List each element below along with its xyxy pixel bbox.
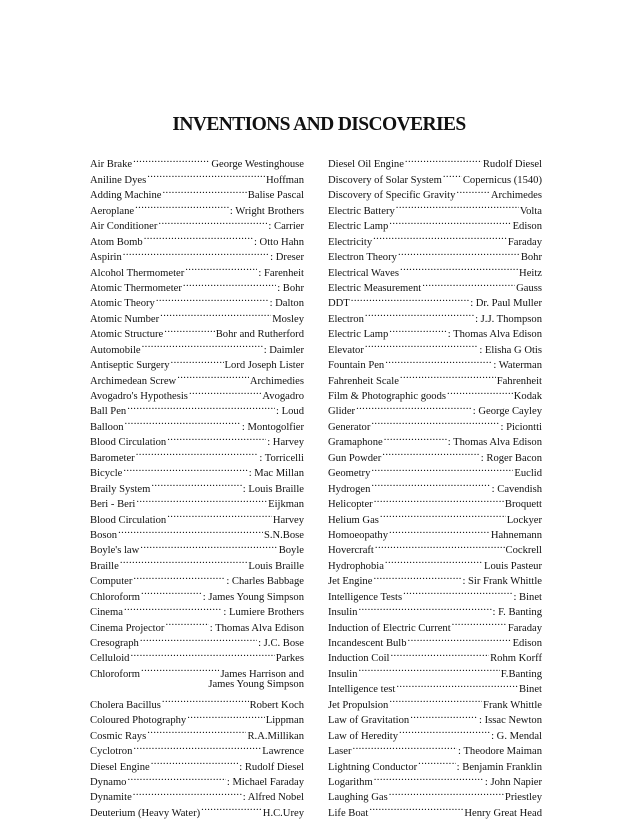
dot-leader bbox=[405, 152, 482, 167]
dot-leader bbox=[447, 384, 513, 399]
inventor-name: Lockyer bbox=[506, 514, 542, 526]
invention-name: Chloroform bbox=[90, 591, 141, 603]
inventor-name: Priestley bbox=[504, 792, 542, 804]
dot-leader bbox=[389, 322, 446, 337]
inventor-name: : Piciontti bbox=[500, 421, 542, 433]
inventor-name: : Elisha G Otis bbox=[479, 344, 542, 356]
invention-name: Avogadro's Hypothesis bbox=[90, 391, 188, 402]
dot-leader bbox=[374, 770, 484, 785]
invention-name: Coloured Photography bbox=[90, 715, 187, 727]
inventor-name: : Lumiere Brothers bbox=[223, 607, 304, 619]
invention-name: Diesel Oil Engine bbox=[328, 159, 404, 171]
invention-name: Alcohol Thermometer bbox=[90, 267, 185, 279]
inventor-name: : James Young Simpson bbox=[202, 591, 304, 603]
dot-leader bbox=[130, 646, 274, 661]
invention-name: Aspirin bbox=[90, 252, 122, 264]
dot-leader bbox=[160, 306, 271, 321]
inventor-name: Frank Whittle bbox=[483, 699, 542, 711]
invention-name: Boyle's law bbox=[90, 545, 140, 557]
dot-leader bbox=[133, 152, 210, 167]
invention-name: Hovercraft bbox=[328, 545, 374, 557]
dot-leader bbox=[123, 461, 247, 476]
dot-leader bbox=[365, 337, 478, 352]
inventor-name: : Thomas Alva Edison bbox=[447, 329, 542, 341]
dot-leader bbox=[358, 661, 499, 676]
dot-leader bbox=[167, 430, 266, 445]
inventor-name: S.N.Bose bbox=[263, 529, 304, 541]
dot-leader bbox=[456, 183, 489, 198]
invention-name: Homoeopathy bbox=[328, 529, 389, 541]
dot-leader bbox=[384, 430, 447, 445]
invention-name: Ball Pen bbox=[90, 406, 127, 418]
dot-leader bbox=[177, 368, 249, 383]
invention-name: Induction Coil bbox=[328, 653, 390, 665]
inventor-name: : Dr. Paul Muller bbox=[470, 298, 542, 310]
dot-leader bbox=[373, 569, 461, 584]
inventor-name: : Alfred Nobel bbox=[242, 792, 304, 804]
inventor-name: : Thomas Alva Edison bbox=[209, 622, 304, 634]
inventor-name: Fahrenheit bbox=[496, 375, 542, 387]
inventor-name: Rudolf Diesel bbox=[482, 159, 542, 171]
dot-leader bbox=[400, 368, 496, 383]
invention-name: Fahrenheit Scale bbox=[328, 375, 399, 387]
left-column bbox=[90, 152, 304, 819]
invention-name: Intelligence test bbox=[328, 684, 396, 696]
invention-name: Barometer bbox=[90, 452, 135, 464]
dot-leader bbox=[147, 723, 246, 738]
inventor-name: Parkes bbox=[275, 653, 304, 665]
invention-name: Atomic Number bbox=[90, 313, 160, 325]
inventor-name: : Issac Newton bbox=[479, 715, 542, 727]
invention-name: Elevator bbox=[328, 344, 364, 356]
inventor-name: : Roger Bacon bbox=[480, 452, 542, 464]
inventor-name: : Farenheit bbox=[258, 267, 304, 279]
invention-name: Blood Circulation bbox=[90, 514, 167, 526]
invention-name: Helium Gas bbox=[328, 514, 379, 526]
inventor-name: Volta bbox=[519, 205, 542, 217]
invention-name: Beri - Beri bbox=[90, 499, 136, 511]
inventor-name: Lord Joseph Lister bbox=[224, 360, 304, 372]
dot-leader bbox=[147, 167, 265, 182]
inventor-name: Mosley bbox=[272, 313, 304, 325]
inventor-name: : Thomas Alva Edison bbox=[447, 437, 542, 449]
invention-name: Braille bbox=[90, 560, 119, 572]
inventor-name: H.C.Urey bbox=[262, 807, 304, 819]
dot-leader bbox=[369, 800, 463, 815]
invention-name: Atom Bomb bbox=[90, 236, 143, 248]
inventor-name: : Daimler bbox=[263, 344, 304, 356]
inventor-name: Euclid bbox=[514, 468, 542, 480]
dot-leader bbox=[201, 800, 262, 815]
dot-leader bbox=[142, 337, 263, 352]
inventor-name: : Cavendish bbox=[491, 483, 542, 495]
inventor-name: : J.J. Thompson bbox=[475, 313, 542, 325]
invention-name: Cinema bbox=[90, 607, 123, 619]
inventor-name: Louis Pasteur bbox=[484, 560, 542, 572]
invention-name: Balloon bbox=[90, 421, 124, 433]
dot-leader bbox=[396, 677, 518, 692]
dot-leader bbox=[124, 600, 222, 615]
dot-leader bbox=[375, 538, 505, 553]
invention-name: Lightning Conductor bbox=[328, 761, 418, 773]
invention-name: Atomic Theory bbox=[90, 298, 155, 310]
inventor-name: : Dalton bbox=[269, 298, 304, 310]
dot-leader bbox=[133, 569, 225, 584]
dot-leader bbox=[141, 584, 202, 599]
invention-name: Jet Engine bbox=[328, 576, 373, 588]
dot-leader bbox=[136, 445, 259, 460]
dot-leader bbox=[133, 785, 242, 800]
invention-name: Insulin bbox=[328, 607, 358, 619]
inventor-name: : G. Mendal bbox=[491, 730, 542, 742]
invention-name: Aniline Dyes bbox=[90, 174, 147, 186]
invention-name: Helicopter bbox=[328, 499, 373, 511]
inventor-name: : Charles Babbage bbox=[226, 576, 304, 588]
invention-name: Chloroform bbox=[90, 668, 141, 680]
inventor-name: Bohr and Rutherford bbox=[215, 329, 304, 341]
list-item bbox=[90, 692, 304, 711]
inventor-name: Robert Koch bbox=[249, 699, 304, 711]
dot-leader bbox=[351, 291, 469, 306]
list-item bbox=[328, 600, 542, 619]
invention-name: Electric Lamp bbox=[328, 329, 389, 341]
dot-leader bbox=[408, 631, 512, 646]
inventor-name: Boyle bbox=[278, 545, 304, 557]
inventor-name: : John Napier bbox=[484, 776, 542, 788]
invention-name: Air Conditioner bbox=[90, 221, 158, 233]
dot-leader bbox=[156, 291, 269, 306]
inventor-name: James Young Simpson bbox=[208, 678, 304, 690]
dot-leader bbox=[120, 553, 248, 568]
invention-name: DDT bbox=[328, 298, 350, 310]
invention-name: Electric Measurement bbox=[328, 282, 422, 294]
inventor-name: Faraday bbox=[507, 622, 542, 634]
inventor-name: Avogadro bbox=[262, 391, 304, 402]
dot-leader bbox=[353, 739, 458, 754]
inventor-name: : Binet bbox=[513, 591, 542, 603]
invention-name: Atomic Structure bbox=[90, 329, 164, 341]
dot-leader bbox=[389, 523, 490, 538]
dot-leader bbox=[391, 646, 490, 661]
dot-leader bbox=[422, 276, 515, 291]
invention-name: Gun Powder bbox=[328, 452, 382, 464]
inventor-name: Faraday bbox=[507, 236, 542, 248]
dot-leader bbox=[185, 260, 257, 275]
invention-name: Glider bbox=[328, 406, 356, 418]
inventor-name: : Montogolfier bbox=[241, 421, 304, 433]
dot-leader bbox=[418, 754, 455, 769]
invention-name: Discovery of Specific Gravity bbox=[328, 190, 456, 202]
inventor-name: Bohr bbox=[520, 252, 542, 264]
dot-leader bbox=[187, 708, 265, 723]
list-item bbox=[90, 152, 304, 171]
invention-name: Laser bbox=[328, 746, 352, 758]
dot-leader bbox=[403, 584, 512, 599]
invention-name: Discovery of Solar System bbox=[328, 174, 442, 186]
invention-name: Antiseptic Surgery bbox=[90, 360, 170, 372]
invention-name: Dynamo bbox=[90, 776, 127, 788]
invention-name: Dynamite bbox=[90, 792, 132, 804]
dot-leader bbox=[127, 770, 225, 785]
inventor-name: : Loud bbox=[276, 406, 304, 418]
dot-leader bbox=[123, 245, 269, 260]
inventor-name: : Theodore Maiman bbox=[458, 746, 542, 758]
invention-name: Celluloid bbox=[90, 653, 130, 665]
invention-name: Bicycle bbox=[90, 468, 123, 480]
invention-name: Incandescent Bulb bbox=[328, 638, 407, 649]
invention-name: Archimedean Screw bbox=[90, 375, 177, 387]
inventor-name: Harvey bbox=[272, 514, 304, 526]
dot-leader bbox=[389, 785, 504, 800]
invention-name: Law of Gravitation bbox=[328, 715, 410, 727]
dot-leader bbox=[163, 183, 247, 198]
inventor-name: : Louis Braille bbox=[242, 483, 304, 495]
dot-leader bbox=[165, 615, 208, 630]
invention-name: Boson bbox=[90, 529, 118, 541]
inventor-name: : Carrier bbox=[268, 221, 304, 233]
dot-leader bbox=[371, 461, 513, 476]
invention-name: Hydrophobia bbox=[328, 560, 384, 572]
dot-leader bbox=[118, 523, 263, 538]
dot-leader bbox=[356, 399, 472, 414]
dot-leader bbox=[183, 276, 276, 291]
inventor-name: Gauss bbox=[516, 282, 542, 294]
invention-name: Aeroplane bbox=[90, 205, 135, 217]
invention-name: Hydrogen bbox=[328, 483, 371, 495]
dot-leader bbox=[358, 600, 491, 615]
invention-name: Computer bbox=[90, 576, 133, 588]
invention-name: Braily System bbox=[90, 483, 151, 495]
dot-leader bbox=[125, 414, 241, 429]
invention-name: Geometry bbox=[328, 468, 371, 480]
inventor-name: : Rudolf Diesel bbox=[239, 761, 304, 773]
inventor-name: Balise Pascal bbox=[247, 190, 304, 202]
invention-name: Laughing Gas bbox=[328, 792, 388, 804]
dot-leader bbox=[189, 384, 261, 399]
invention-name: Intelligence Tests bbox=[328, 591, 403, 603]
invention-name: Electric Lamp bbox=[328, 221, 389, 233]
dot-leader bbox=[141, 661, 219, 676]
invention-name: Air Brake bbox=[90, 159, 133, 171]
inventor-name: : Sir Frank Whittle bbox=[462, 576, 542, 588]
invention-name: Cholera Bacillus bbox=[90, 699, 161, 711]
dot-leader bbox=[389, 214, 511, 229]
dot-leader bbox=[410, 708, 478, 723]
invention-name: Adding Machine bbox=[90, 190, 162, 202]
invention-name: Deuterium (Heavy Water) bbox=[90, 807, 201, 819]
dot-leader bbox=[365, 306, 474, 321]
invention-name: Induction of Electric Current bbox=[328, 622, 451, 634]
dot-leader bbox=[400, 260, 518, 275]
list-item bbox=[328, 291, 542, 310]
invention-name: Generator bbox=[328, 421, 371, 433]
inventor-name: : Harvey bbox=[267, 437, 304, 449]
dot-leader bbox=[382, 445, 480, 460]
dot-leader bbox=[373, 229, 507, 244]
invention-name: Cinema Projector bbox=[90, 622, 165, 634]
list-item bbox=[90, 538, 304, 557]
invention-name: Electricity bbox=[328, 236, 373, 248]
page-title: INVENTIONS AND DISCOVERIES bbox=[172, 114, 466, 135]
dot-leader bbox=[452, 615, 507, 630]
dot-leader bbox=[133, 739, 261, 754]
dot-leader bbox=[140, 538, 277, 553]
inventor-name: R.A.Millikan bbox=[247, 730, 304, 742]
invention-name: Logarithm bbox=[328, 776, 373, 788]
inventor-name: F.Banting bbox=[500, 668, 542, 680]
inventor-name: : Michael Faraday bbox=[226, 776, 304, 788]
list-item bbox=[90, 553, 304, 572]
dot-leader bbox=[151, 476, 241, 491]
invention-name: Life Boat bbox=[328, 807, 369, 819]
dot-leader bbox=[374, 492, 504, 507]
invention-name: Cyclotron bbox=[90, 746, 133, 758]
dot-leader bbox=[399, 723, 490, 738]
invention-name: Insulin bbox=[328, 668, 358, 680]
invention-name: Diesel Engine bbox=[90, 761, 150, 773]
invention-name: Blood Circulation bbox=[90, 437, 167, 449]
invention-name: Electric Battery bbox=[328, 205, 395, 217]
dot-leader bbox=[371, 476, 490, 491]
invention-name: Jet Propulsion bbox=[328, 699, 389, 711]
invention-name: Electron Theory bbox=[328, 252, 397, 264]
inventor-name: Louis Braille bbox=[248, 560, 304, 572]
invention-name: Gramaphone bbox=[328, 437, 383, 449]
inventor-name: Edison bbox=[512, 221, 542, 233]
inventor-name: : J.C. Bose bbox=[258, 638, 304, 649]
inventor-name: : Bohr bbox=[277, 282, 304, 294]
inventor-name: Binet bbox=[519, 684, 542, 696]
dot-leader bbox=[389, 692, 482, 707]
inventor-name: : Dreser bbox=[270, 252, 304, 264]
inventor-name: Kodak bbox=[513, 391, 542, 402]
inventor-name: Edison bbox=[512, 638, 542, 649]
inventor-name: Rohm Korff bbox=[490, 653, 542, 665]
invention-name: Law of Heredity bbox=[328, 730, 399, 742]
invention-name: Film & Photographic goods bbox=[328, 391, 447, 402]
dot-leader bbox=[135, 198, 229, 213]
inventor-name: : Waterman bbox=[493, 360, 542, 372]
inventor-name: : George Cayley bbox=[472, 406, 542, 418]
list-item bbox=[328, 677, 542, 696]
inventor-name: : Benjamin Franklin bbox=[456, 761, 542, 773]
inventor-name: : Torricelli bbox=[259, 452, 304, 464]
invention-name: Electron bbox=[328, 313, 364, 325]
list-item bbox=[328, 399, 542, 418]
dot-leader bbox=[140, 631, 257, 646]
inventor-name: Hahnemann bbox=[490, 529, 542, 541]
inventor-name: Broquett bbox=[504, 499, 542, 511]
inventor-name: Archimedies bbox=[249, 375, 304, 387]
invention-name: Atomic Thermometer bbox=[90, 282, 182, 294]
inventor-name: : F. Banting bbox=[492, 607, 542, 619]
invention-name: Cosmic Rays bbox=[90, 730, 147, 742]
inventor-name: Cockrell bbox=[505, 545, 542, 557]
inventor-name: Hoffman bbox=[265, 174, 304, 186]
inventor-name: Eijkman bbox=[268, 499, 304, 511]
dot-leader bbox=[385, 353, 492, 368]
dot-leader bbox=[164, 322, 214, 337]
inventor-name: Henry Great Head bbox=[464, 807, 542, 819]
dot-leader bbox=[167, 507, 272, 522]
dot-leader bbox=[158, 214, 267, 229]
dot-leader bbox=[151, 754, 239, 769]
dot-leader bbox=[162, 692, 249, 707]
inventor-name: Heitz bbox=[519, 267, 542, 279]
inventor-name: : Mac Millan bbox=[248, 468, 304, 480]
inventor-name: James Harrison and bbox=[220, 668, 304, 680]
dot-leader bbox=[127, 399, 275, 414]
invention-name: Fountain Pen bbox=[328, 360, 385, 372]
dot-leader bbox=[171, 353, 224, 368]
inventor-name: Archimedes bbox=[490, 190, 542, 202]
dot-leader bbox=[398, 245, 520, 260]
inventor-name: : Otto Hahn bbox=[253, 236, 304, 248]
dot-leader bbox=[144, 229, 253, 244]
right-column bbox=[328, 152, 542, 819]
inventor-name: Lawrence bbox=[262, 746, 304, 758]
dot-leader bbox=[443, 167, 462, 182]
inventor-name: George Westinghouse bbox=[211, 159, 304, 171]
dot-leader bbox=[136, 492, 267, 507]
inventor-name: Lippman bbox=[265, 715, 304, 727]
inventor-name: : Wright Brothers bbox=[229, 205, 304, 217]
dot-leader bbox=[385, 553, 483, 568]
dot-leader bbox=[380, 507, 506, 522]
invention-name: Automobile bbox=[90, 344, 141, 356]
invention-name: Electrical Waves bbox=[328, 267, 400, 279]
dot-leader bbox=[396, 198, 519, 213]
invention-name: Cresograph bbox=[90, 638, 139, 649]
inventor-name: Copernicus (1540) bbox=[462, 174, 542, 186]
dot-leader bbox=[371, 414, 499, 429]
list-item bbox=[328, 152, 542, 171]
